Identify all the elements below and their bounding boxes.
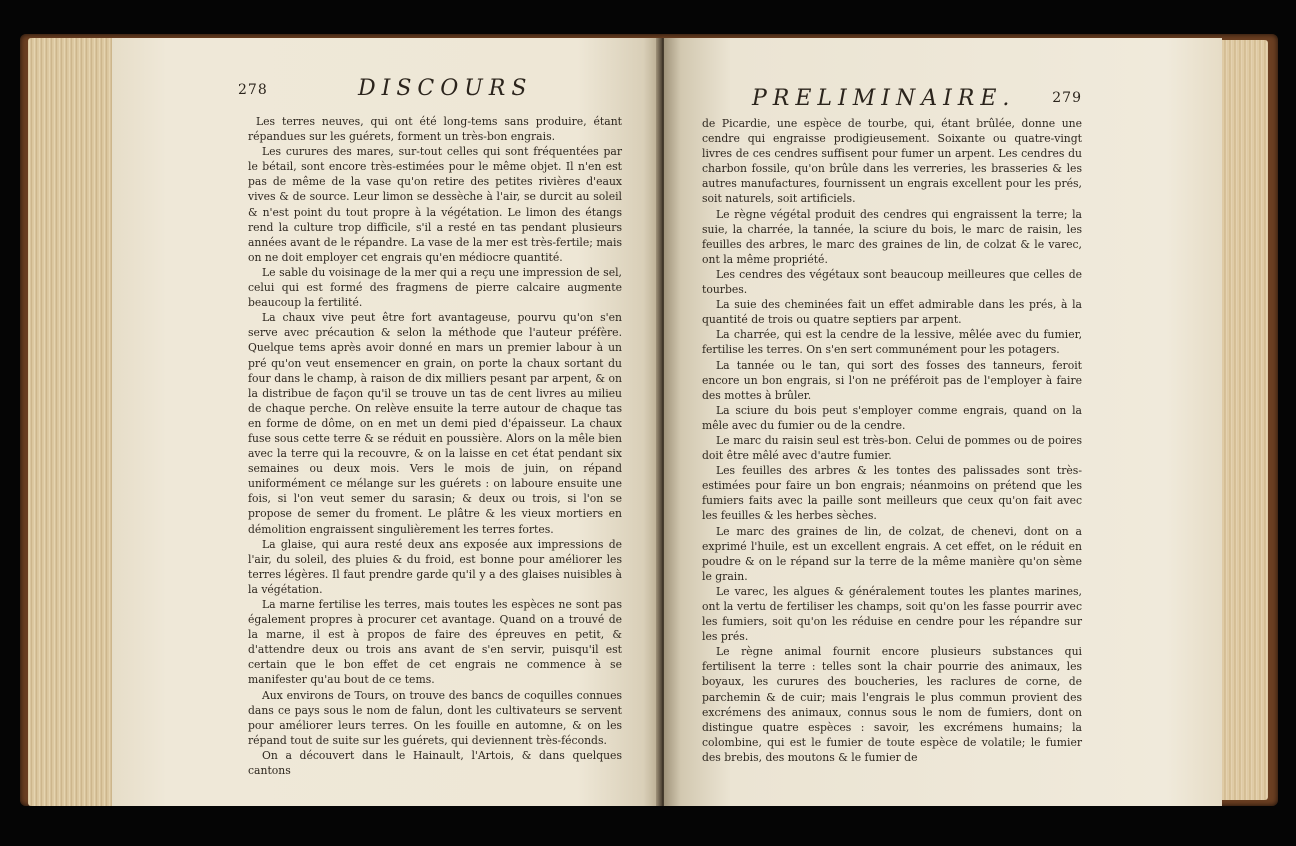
paragraph: La glaise, qui aura resté deux ans exposée aux impressions de l'air, du soleil, des pluies & du froid, est bonne pour améliorer les terres légères. Il faut prendre garde qu'il y a des glaises nuisibles à la végétation. — [248, 537, 622, 596]
left-running-head: DISCOURS — [358, 76, 533, 101]
left-page-number: 278 — [238, 82, 268, 98]
paragraph: Aux environs de Tours, on trouve des bancs de coquilles connues dans ce pays sous le nom de falun, dont les cultivateurs se servent pour améliorer leurs terres. On les fouille en automne, & on les répand tout de suite sur les guérets, qui deviennent très-féconds. — [248, 688, 622, 747]
paragraph: Le marc des graines de lin, de colzat, de chenevi, dont on a exprimé l'huile, est un excellent engrais. A cet effet, on le réduit en poudre & on le répand sur la terre de la même manière qu'on sème le grain. — [702, 524, 1082, 583]
paragraph: Les feuilles des arbres & les tontes des palissades sont très-estimées pour faire un bon engrais; néanmoins on prétend que les fumiers faits avec la paille sont meilleurs que ceux qu'on fait avec les feuilles & les herbes sèches. — [702, 464, 1082, 523]
paragraph: Le sable du voisinage de la mer qui a reçu une impression de sel, celui qui est formé des fragmens de pierre calcaire augmente beaucoup la fertilité. — [248, 265, 622, 310]
right-running-head: PRELIMINAIRE. — [752, 86, 1016, 111]
paragraph: La suie des cheminées fait un effet admirable dans les prés, à la quantité de trois ou quatre septiers par arpent. — [702, 298, 1082, 327]
paragraph: de Picardie, une espèce de tourbe, qui, étant brûlée, donne une cendre qui engraisse prodigieusement. Soixante ou quatre-vingt livres de ces cendres suffisent pour fumer un arpent. Les cendres du charbon fossile, qu'on brûle dans les verreries, les brasseries & les autres manufactures, fournissent un engrais excellent pour les prés, soit naturels, soit artificiels. — [702, 117, 1082, 206]
right-page-number: 279 — [1052, 90, 1082, 106]
paragraph: La sciure du bois peut s'employer comme engrais, quand on la mêle avec du fumier ou de la cendre. — [702, 403, 1082, 432]
paragraph: Le marc du raisin seul est très-bon. Celui de pommes ou de poires doit être mêlé avec d'autre fumier. — [702, 433, 1082, 463]
paragraph: La marne fertilise les terres, mais toutes les espèces ne sont pas également propres à procurer cet avantage. Quand on a trouvé de la marne, il est à propos de faire des épreuves en petit, & d'attendre deux ou trois ans avant de s'en servir, puisqu'il est certain que le bon effet de cet engrais ne commence à se manifester qu'au bout de ce tems. — [248, 598, 622, 687]
paragraph: On a découvert dans le Hainault, l'Artois, & dans quelques cantons — [248, 748, 622, 778]
paragraph: La charrée, qui est la cendre de la lessive, mêlée avec du fumier, fertilise les terres. On s'en sert communément pour les potagers. — [702, 328, 1082, 357]
right-page-text — [702, 116, 1082, 765]
paragraph: Les terres neuves, qui ont été long-tems sans produire, étant répandues sur les guérets, forment un très-bon engrais. — [248, 115, 622, 144]
paragraph: Les cendres des végétaux sont beaucoup meilleures que celles de tourbes. — [702, 267, 1082, 297]
paragraph: Le règne végétal produit des cendres qui engraissent la terre; la suie, la charrée, la tannée, la sciure du bois, le marc de raisin, les feuilles des arbres, le marc des graines de lin, de colzat & le varec, ont la même propriété. — [702, 207, 1082, 266]
right-page-header — [702, 78, 1082, 112]
paragraph: La chaux vive peut être fort avantageuse, pourvu qu'on s'en serve avec précaution & selon la méthode que l'auteur préfère. Quelque tems après avoir donné en mars un premier labour à un pré qu'on veut ensemencer en grain, on porte la chaux sortant du four dans le champ, à raison de dix milliers pesant par arpent, & on la distribue de façon qu'il se trouve un tas de cent livres au milieu de chaque perche. On relève ensuite la terre autour de chaque tas en forme de dôme, on en met un demi pied d'épaisseur. La chaux fuse sous cette terre & se réduit en poussière. Alors on la mêle bien avec la terre qui la recouvre, & on la laisse en cet état pendant six semaines ou deux mois. Vers le mois de juin, on répand uniformément ce mélange sur les guérets : on laboure ensuite une fois, si l'on veut semer du sarasin; & deux ou trois, si l'on se propose de semer du froment. Le plâtre & les vieux mortiers en démolition engraissent singulièrement les terres fortes. — [248, 311, 622, 536]
left-page-header — [238, 76, 622, 110]
left-page-edges — [28, 38, 116, 806]
right-page — [664, 38, 1222, 806]
paragraph: Les curures des mares, sur-tout celles qui sont fréquentées par le bétail, sont encore très-estimées pour le même objet. Il n'en est pas de même de la vase qu'on retire des petites rivières d'eaux vives & de source. Leur limon se dessèche à l'air, se durcit au soleil & n'est point du tout propre à la végétation. Le limon des étangs rend la culture trop difficile, s'il a resté en tas pendant plusieurs années avant de le répandre. La vase de la mer est très-fertile; mais on ne doit employer cet engrais qu'en médiocre quantité. — [248, 145, 622, 264]
paragraph: La tannée ou le tan, qui sort des fosses des tanneurs, feroit encore un bon engrais, si l'on ne préféroit pas de l'employer à faire des mottes à brûler. — [702, 358, 1082, 402]
paragraph: Le règne animal fournit encore plusieurs substances qui fertilisent la terre : telles sont la chair pourrie des animaux, les boyaux, les curures des boucheries, les raclures de corne, de parchemin & de cuir; mais l'engrais le plus commun provient des excrémens des animaux, connus sous le nom de fumiers, dont on distingue quatre espèces : savoir, les excrémens humains; la colombine, qui est le fumier de toute espèce de volatile; le fumier des brebis, des moutons & le fumier de — [702, 645, 1082, 764]
right-page-edges — [1218, 40, 1268, 800]
left-page — [112, 38, 660, 806]
left-page-text — [248, 114, 622, 778]
paragraph: Le varec, les algues & généralement toutes les plantes marines, ont la vertu de fertiliser les champs, soit qu'on les fasse pourrir avec les fumiers, soit qu'on les réduise en cendre pour les répandre sur les prés. — [702, 584, 1082, 644]
